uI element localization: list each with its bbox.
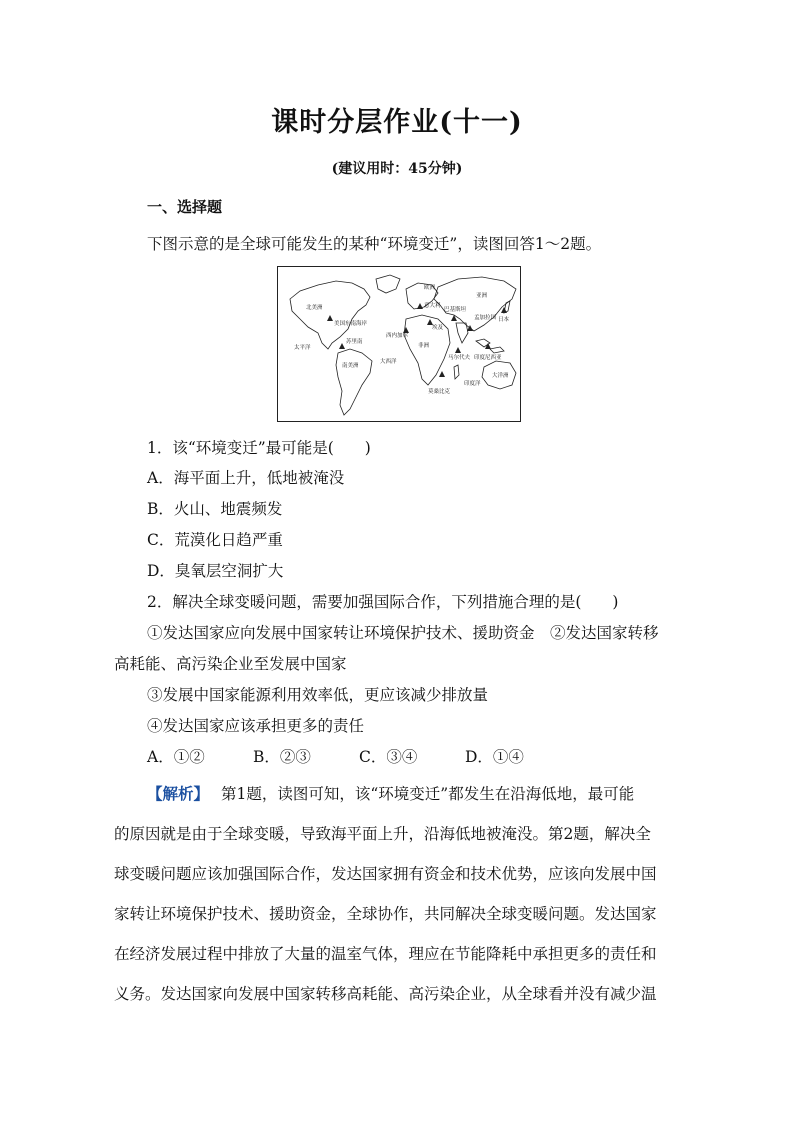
marker-caribbean [339, 343, 345, 349]
q1-option-c: C．荒漠化日趋严重 [147, 531, 283, 549]
india-outline [456, 323, 468, 343]
label-asia: 亚洲 [476, 293, 488, 299]
label-indonesia: 印度尼西亚 [474, 355, 502, 361]
label-japan: 日本 [498, 317, 510, 323]
q1-option-b: B．火山、地震频发 [147, 500, 283, 518]
q2-option-c: C．③④ [359, 748, 418, 766]
page-title: 课时分层作业(十一) [271, 107, 523, 138]
analysis-line-2: 的原因就是由于全球变暖，导致海平面上升，沿海低地被淹没。第2题，解决全 [114, 825, 651, 843]
label-indian-ocean: 印度洋 [464, 381, 481, 387]
analysis-line-6: 义务。发达国家向发展中国家转移高耗能、高污染企业，从全球看并没有减少温 [114, 985, 657, 1003]
label-usa-se-coast: 美国东南海岸 [334, 321, 368, 327]
label-caribbean: 苏里南 [346, 339, 363, 345]
world-map [278, 267, 520, 421]
south-america-outline [336, 349, 372, 415]
label-pakistan: 巴基斯坦 [444, 307, 467, 313]
label-bangladesh: 孟加拉国 [474, 315, 497, 321]
marker-japan [501, 307, 507, 313]
label-pacific: 太平洋 [294, 345, 311, 351]
label-north-america: 北美洲 [306, 305, 323, 311]
analysis-line-1 [147, 782, 634, 804]
label-canary: 西内加尔 [386, 333, 409, 339]
marker-mozambique [439, 371, 445, 377]
analysis-text-1: 第1题，读图可知，该“环境变迁”都发生在沿海低地，最可能 [221, 785, 635, 803]
marker-bangladesh [467, 325, 473, 331]
suggested-time: (建议用时：45分钟) [331, 161, 463, 177]
label-oceania: 大洋洲 [492, 373, 509, 379]
greenland-outline [376, 275, 400, 293]
q1-option-d: D．臭氧层空洞扩大 [147, 562, 284, 580]
marker-maldives [455, 347, 461, 353]
q2-item-2-cont: 高耗能、高污染企业至发展中国家 [114, 655, 347, 673]
label-egypt: 埃及 [432, 325, 444, 331]
label-maldives: 马尔代夫 [448, 355, 471, 361]
analysis-label: 【解析】 [147, 784, 210, 803]
q2-options [147, 745, 524, 767]
marker-italy [417, 303, 423, 309]
label-south-america: 南美洲 [342, 363, 359, 369]
question-intro: 下图示意的是全球可能发生的某种“环境变迁”，读图回答1～2题。 [147, 235, 602, 253]
label-africa: 非洲 [418, 343, 430, 349]
q1-option-a: A．海平面上升，低地被淹没 [147, 469, 345, 487]
q2-option-d: D．①④ [465, 748, 524, 766]
label-italy: 意大利 [424, 303, 441, 309]
q2-item-1-2: ①发达国家应向发展中国家转让环境保护技术、援助资金 ②发达国家转移 [147, 624, 659, 642]
q2-stem: 2．解决全球变暖问题，需要加强国际合作，下列措施合理的是( ) [147, 593, 619, 611]
label-atlantic: 大西洋 [380, 359, 397, 365]
q2-option-b: B．②③ [253, 748, 311, 766]
madagascar-outline [454, 365, 459, 379]
q2-item-4: ④发达国家应该承担更多的责任 [147, 717, 365, 735]
marker-pakistan [451, 315, 457, 321]
indonesia-outline [476, 339, 504, 353]
section-heading: 一、选择题 [147, 198, 223, 216]
label-europe: 欧洲 [424, 285, 436, 291]
q2-item-3: ③发展中国家能源利用效率低，更应该减少排放量 [147, 686, 489, 704]
analysis-line-3: 球变暖问题应该加强国际合作，发达国家拥有资金和技术优势，应该向发展中国 [114, 865, 657, 883]
q1-stem: 1．该“环境变迁”最可能是( ) [147, 439, 371, 457]
analysis-line-5: 在经济发展过程中排放了大量的温室气体，理应在节能降耗中承担更多的责任和 [114, 945, 657, 963]
world-map-figure [277, 266, 521, 422]
label-mozambique: 莫桑比克 [428, 389, 451, 395]
marker-usa-coast [327, 315, 333, 321]
q2-option-a: A．①② [147, 748, 205, 766]
analysis-line-4: 家转让环境保护技术、援助资金，全球协作，共同解决全球变暖问题。发达国家 [114, 905, 657, 923]
